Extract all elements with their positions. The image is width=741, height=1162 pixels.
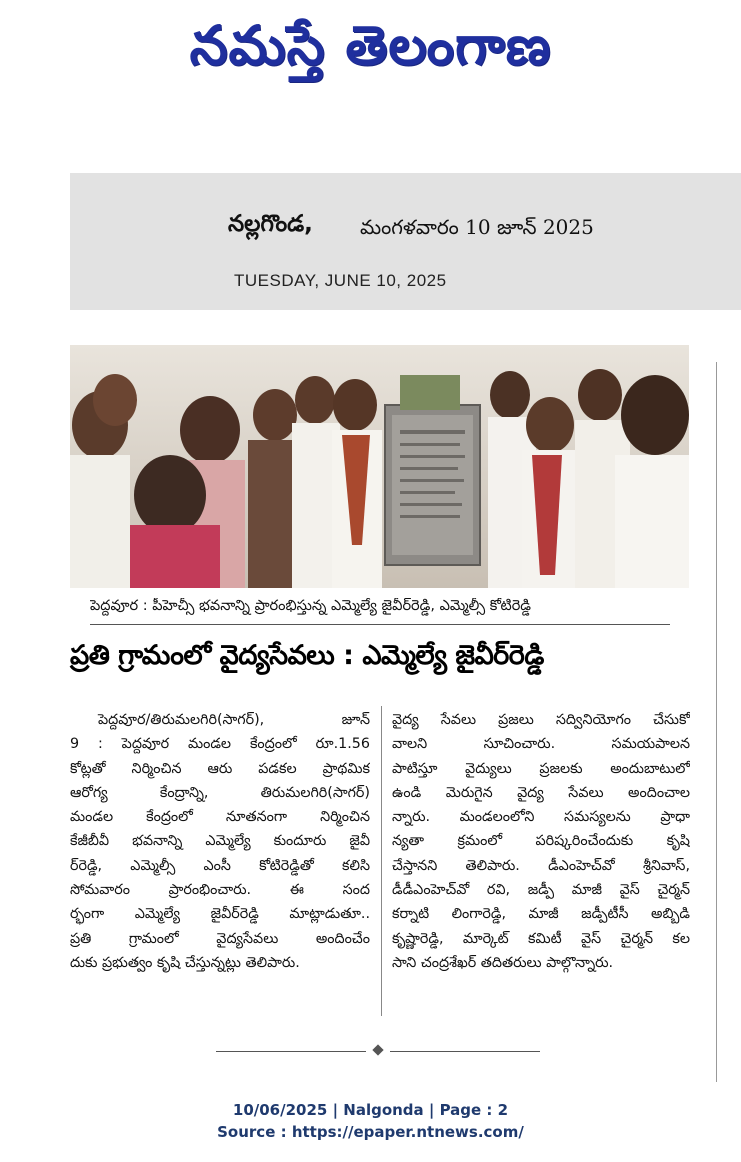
diamond-icon — [372, 1044, 383, 1055]
footer-date-edition: 10/06/2025 | Nalgonda | Page : 2 — [232, 1101, 509, 1119]
article-line: కోట్లతో నిర్మించిన ఆరు పడకల ప్రాథమిక — [70, 760, 370, 777]
dateline-band — [70, 173, 741, 310]
column-divider — [381, 706, 382, 1016]
page-footer — [0, 1099, 741, 1143]
article-line: మండల కేంద్రంలో నూతనంగా నిర్మించిన — [70, 809, 370, 826]
news-photo — [70, 345, 689, 588]
end-mark-line-right — [390, 1051, 540, 1052]
article-line: కృష్ణారెడ్డి, మార్కెట్ కమిటీ వైస్ చైర్మన్ కల — [392, 930, 690, 947]
article-end-mark — [216, 1046, 540, 1058]
article-line: వైద్య సేవలు ప్రజలు సద్వినియోగం చేసుకో — [392, 712, 690, 728]
article-headline: ప్రతి గ్రామంలో వైద్యసేవలు : ఎమ్మెల్యే జైవీర్‌రెడ్డి — [70, 640, 544, 671]
photo-caption: పెద్దవూర : పీహెచ్సీ భవనాన్ని ప్రారంభిస్తున్న ఎమ్మెల్యే జైవీర్‌రెడ్డి, ఎమ్మెల్సీ కోటిరెడ్డి — [90, 598, 670, 625]
article-line: ఉండి మెరుగైన వైద్య సేవలు అందించాల — [392, 784, 690, 801]
article-line: ఆరోగ్య కేంద్రాన్ని, తిరుమలగిరి(సాగర్) — [70, 784, 370, 801]
english-date: TUESDAY, JUNE 10, 2025 — [234, 271, 447, 290]
article-line: న్నారు. మండలంలోని సమస్యలను ప్రాధా — [392, 809, 690, 826]
article-line: ర్‌రెడ్డి, ఎమ్మెల్సీ ఎంసీ కోటిరెడ్డితో కలిసి — [70, 857, 370, 874]
article-line: సాని చంద్రశేఖర్ తదితరులు పాల్గొన్నారు. — [392, 954, 614, 971]
article-line: పాటిస్తూ వైద్యులు ప్రజలకు అందుబాటులో — [392, 760, 690, 777]
edition-name: నల్లగొండ, — [228, 211, 313, 237]
article-line: న్యతా క్రమంలో పరిష్కరించేందుకు కృషి — [392, 833, 690, 850]
news-photo-illustration — [70, 345, 689, 588]
article-line: కేజీబీవీ భవనాన్ని ఎమ్మెల్యే కుందూరు జైవీ — [70, 833, 370, 850]
end-mark-line-left — [216, 1051, 366, 1052]
masthead-title: నమస్తే తెలంగాణ — [189, 14, 552, 77]
page-edge-rule — [716, 362, 717, 1082]
article-line: 9 : పెద్దవూర మండల కేంద్రంలో రూ.1.56 — [70, 736, 370, 753]
article-column-right — [392, 708, 690, 975]
masthead — [0, 0, 741, 90]
footer-source-link[interactable]: Source : https://epaper.ntnews.com/ — [217, 1123, 524, 1141]
article-line: డీడీఎంహెచ్‌వో రవి, జడ్పీ మాజీ వైస్ చైర్మన్ — [392, 882, 690, 899]
article-line: కర్నాటి లింగారెడ్డి, మాజీ జడ్పీటీసీ అబ్బిడి — [392, 906, 690, 923]
article-line: ప్రతి గ్రామంలో వైద్యసేవలు అందించేం — [70, 930, 370, 947]
article-line: వాలని సూచించారు. సమయపాలన — [392, 736, 690, 753]
article-line: చేస్తానని తెలిపారు. డీఎంహెచ్‌వో శ్రీనివాస్, — [392, 857, 690, 874]
telugu-date: మంగళవారం 10 జూన్ 2025 — [360, 215, 594, 239]
article-line: సోమవారం ప్రారంభించారు. ఈ సంద — [70, 882, 370, 899]
article-line: ర్భంగా ఎమ్మెల్యే జైవీర్‌రెడ్డి మాట్లాడుతూ.. — [70, 906, 370, 923]
article-line: దుకు ప్రభుత్వం కృషి చేస్తున్నట్లు తెలిపారు. — [70, 954, 300, 971]
article-column-left — [70, 708, 370, 975]
article-line: పెద్దవూర/తిరుమలగిరి(సాగర్), జూన్ — [98, 712, 370, 728]
